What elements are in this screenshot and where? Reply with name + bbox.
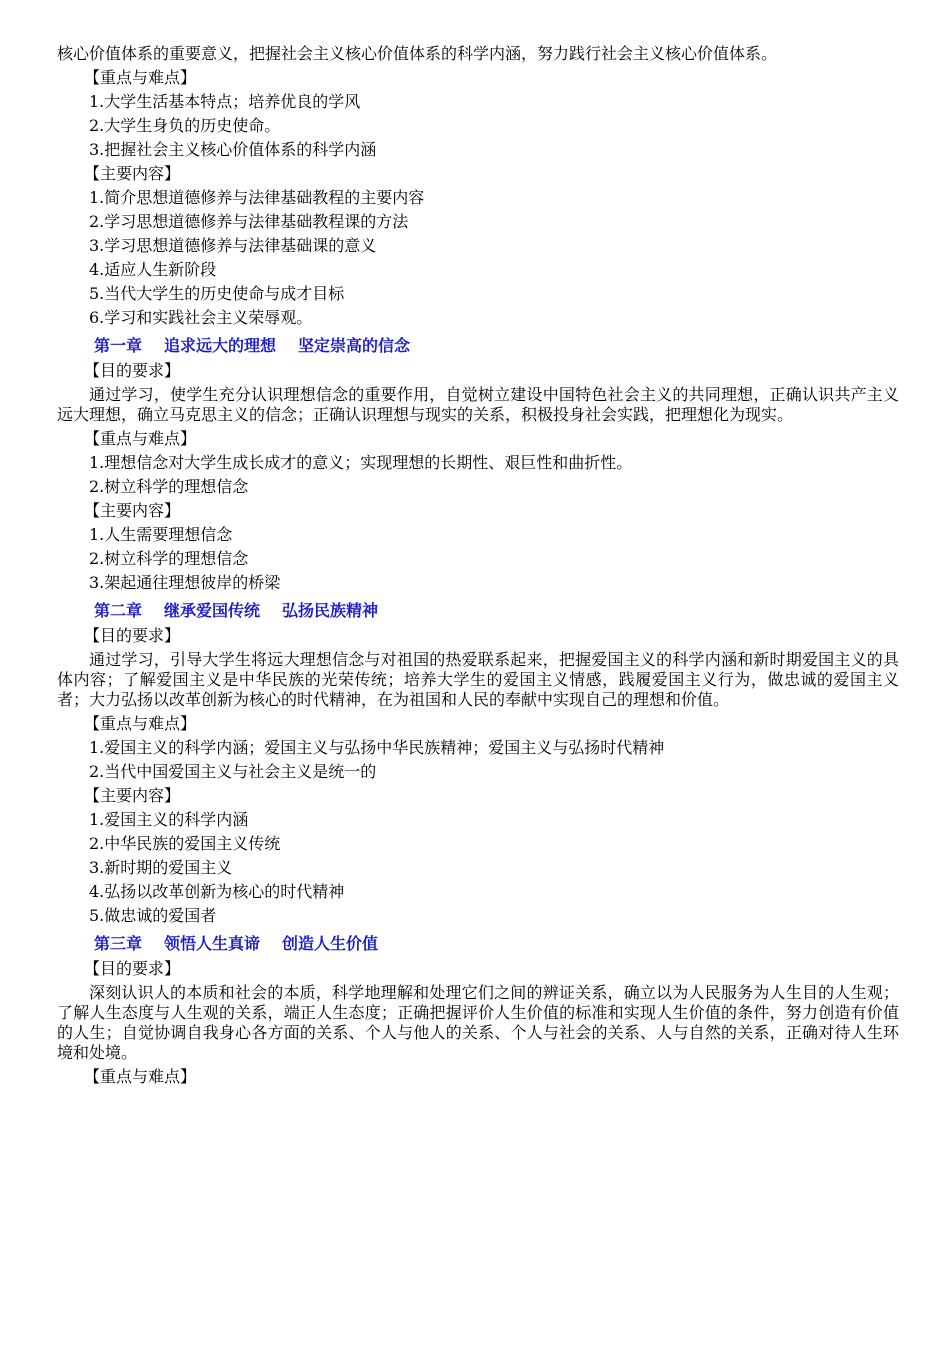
chapter2-title-a: 继承爱国传统 xyxy=(164,601,261,620)
list-item: 2.树立科学的理想信念 xyxy=(89,549,249,568)
list-item: 1.爱国主义的科学内涵；爱国主义与弘扬中华民族精神；爱国主义与弘扬时代精神 xyxy=(89,738,665,757)
chapter1-goal-text: 通过学习，使学生充分认识理想信念的重要作用，自觉树立建设中国特色社会主义的共同理想，正确认识共产主义远大理想，确立马克思主义的信念；正确认识理想与现实的关系，积极投身社会实践，把理想化为现实。 xyxy=(57,385,899,424)
chapter3-heading xyxy=(57,933,899,955)
list-item: 2.中华民族的爱国主义传统 xyxy=(89,834,281,853)
list-item: 3.把握社会主义核心价值体系的科学内涵 xyxy=(89,140,377,159)
list-item: 2.当代中国爱国主义与社会主义是统一的 xyxy=(89,762,377,781)
list-item: 1.大学生活基本特点；培养优良的学风 xyxy=(89,92,361,111)
chapter2-title-b: 弘扬民族精神 xyxy=(282,601,379,620)
chapter3-title-a: 领悟人生真谛 xyxy=(164,934,261,953)
list-item: 1.爱国主义的科学内涵 xyxy=(89,810,249,829)
list-item: 1.简介思想道德修养与法律基础教程的主要内容 xyxy=(89,188,425,207)
chapter1-title-a: 追求远大的理想 xyxy=(164,336,277,355)
chapter1-main-content-heading: 【主要内容】 xyxy=(84,501,181,520)
chapter1-heading xyxy=(57,335,899,357)
chapter1-key-points-heading: 【重点与难点】 xyxy=(84,429,197,448)
chapter2-heading xyxy=(57,600,899,622)
intro-main-content-heading: 【主要内容】 xyxy=(84,164,181,183)
chapter2-goal-heading: 【目的要求】 xyxy=(84,626,181,645)
chapter1-title-b: 坚定崇高的信念 xyxy=(298,336,411,355)
chapter3-number: 第三章 xyxy=(94,934,143,953)
list-item: 2.树立科学的理想信念 xyxy=(89,477,249,496)
intro-key-points-heading: 【重点与难点】 xyxy=(84,68,197,87)
list-item: 1.理想信念对大学生成长成才的意义；实现理想的长期性、艰巨性和曲折性。 xyxy=(89,453,633,472)
list-item: 3.架起通往理想彼岸的桥梁 xyxy=(89,573,281,592)
list-item: 2.大学生身负的历史使命。 xyxy=(89,116,281,135)
list-item: 3.学习思想道德修养与法律基础课的意义 xyxy=(89,236,377,255)
list-item: 4.适应人生新阶段 xyxy=(89,260,217,279)
chapter3-goal-heading: 【目的要求】 xyxy=(84,959,181,978)
chapter1-number: 第一章 xyxy=(94,336,143,355)
list-item: 1.人生需要理想信念 xyxy=(89,525,233,544)
chapter2-number: 第二章 xyxy=(94,601,143,620)
list-item: 5.做忠诚的爱国者 xyxy=(89,906,217,925)
chapter2-key-points-heading: 【重点与难点】 xyxy=(84,714,197,733)
list-item: 5.当代大学生的历史使命与成才目标 xyxy=(89,284,345,303)
chapter1-goal-heading: 【目的要求】 xyxy=(84,361,181,380)
list-item: 2.学习思想道德修养与法律基础教程课的方法 xyxy=(89,212,409,231)
list-item: 6.学习和实践社会主义荣辱观。 xyxy=(89,308,313,327)
chapter2-goal-text: 通过学习，引导大学生将远大理想信念与对祖国的热爱联系起来，把握爱国主义的科学内涵和新时期爱国主义的具体内容；了解爱国主义是中华民族的光荣传统；培养大学生的爱国主义情感，践履爱国主义行为，做忠诚的爱国主义者；大力弘扬以改革创新为核心的时代精神，在为祖国和人民的奉献中实现自己的理想和价值。 xyxy=(57,650,899,709)
chapter2-main-content-heading: 【主要内容】 xyxy=(84,786,181,805)
chapter3-key-points-heading: 【重点与难点】 xyxy=(84,1067,197,1086)
chapter3-goal-text: 深刻认识人的本质和社会的本质，科学地理解和处理它们之间的辨证关系，确立以为人民服务为人生目的人生观；了解人生态度与人生观的关系，端正人生态度；正确把握评价人生价值的标准和实现人生价值的条件，努力创造有价值的人生；自觉协调自我身心各方面的关系、个人与他人的关系、个人与社会的关系、人与自然的关系，正确对待人生环境和处境。 xyxy=(57,983,899,1062)
list-item: 3.新时期的爱国主义 xyxy=(89,858,233,877)
chapter3-title-b: 创造人生价值 xyxy=(282,934,379,953)
list-item: 4.弘扬以改革创新为核心的时代精神 xyxy=(89,882,345,901)
intro-paragraph: 核心价值体系的重要意义，把握社会主义核心价值体系的科学内涵，努力践行社会主义核心价值体系。 xyxy=(57,44,778,63)
